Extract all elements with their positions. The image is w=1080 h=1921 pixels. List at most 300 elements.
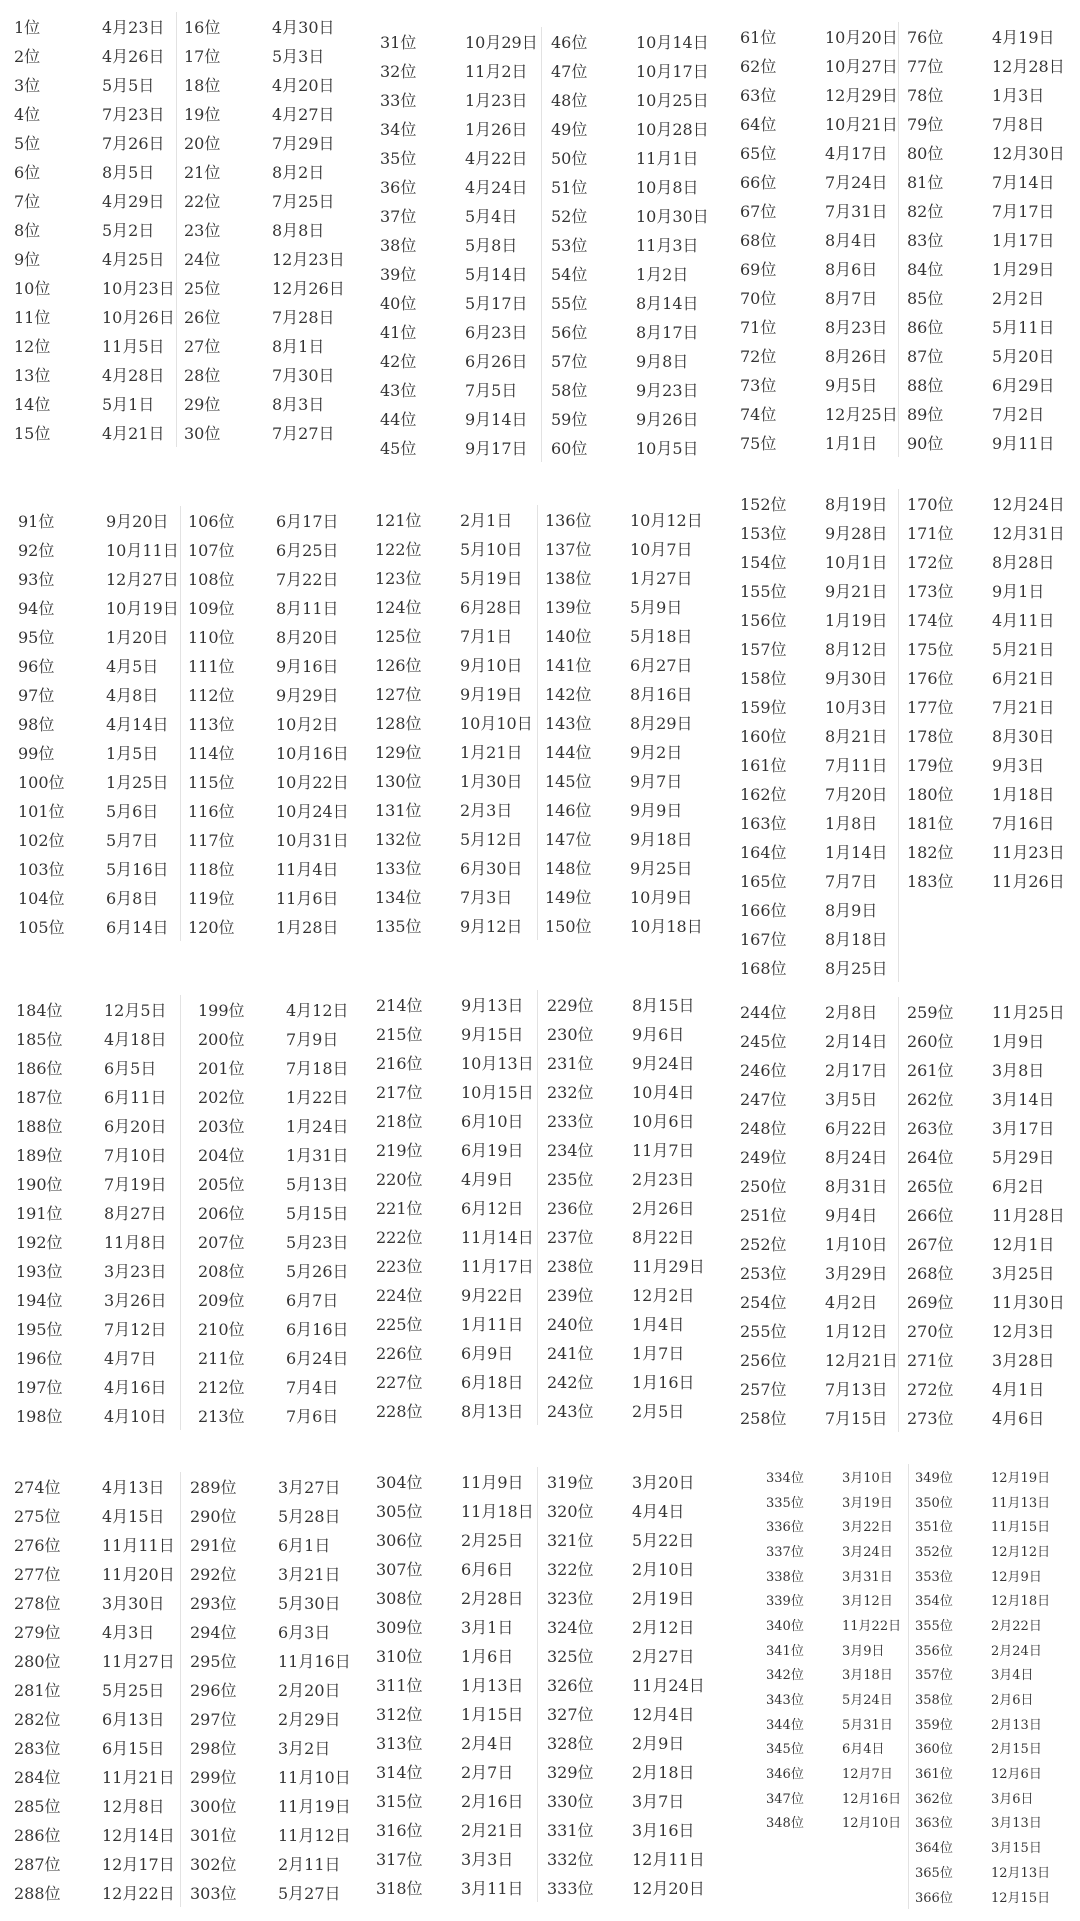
- birthday-date: 3月9日: [842, 1643, 885, 1659]
- birthday-date: 10月17日: [636, 62, 709, 81]
- rank-label: 210位: [198, 1320, 245, 1339]
- rank-row: [547, 1106, 705, 1135]
- rank-row: [376, 1670, 534, 1699]
- birthday-date: 2月7日: [461, 1763, 514, 1782]
- birthday-date: 10月9日: [630, 888, 693, 907]
- rank-label: 11位: [14, 308, 51, 327]
- rank-row: [907, 808, 1065, 837]
- birthday-date: 10月16日: [276, 744, 349, 763]
- birthday-date: 7月15日: [825, 1409, 888, 1428]
- birthday-date: 1月28日: [276, 918, 339, 937]
- rank-label: 76位: [907, 28, 944, 47]
- birthday-date: 3月24日: [842, 1544, 893, 1560]
- rank-row: [915, 1612, 1050, 1637]
- rank-label: 113位: [188, 715, 235, 734]
- rank-label: 69位: [740, 260, 777, 279]
- rank-label: 35位: [380, 149, 417, 168]
- rank-label: 71位: [740, 318, 777, 337]
- rank-row: [740, 196, 898, 225]
- birthday-date: 11月11日: [102, 1536, 175, 1555]
- rank-row: [375, 592, 533, 621]
- birthday-date: 12月26日: [272, 279, 345, 298]
- birthday-date: 11月13日: [991, 1495, 1051, 1511]
- rank-label: 160位: [740, 727, 787, 746]
- rank-row: [375, 824, 533, 853]
- rank-label: 332位: [547, 1850, 594, 1869]
- birthday-date: 5月3日: [272, 47, 325, 66]
- birthday-date: 2月29日: [278, 1710, 341, 1729]
- rank-label: 120位: [188, 918, 235, 937]
- rank-row: [190, 1472, 351, 1501]
- rank-label: 59位: [551, 410, 588, 429]
- birthday-date: 12月4日: [632, 1705, 695, 1724]
- rank-label: 157位: [740, 640, 787, 659]
- birthday-date: 8月8日: [272, 221, 325, 240]
- birthday-date: 1月12日: [825, 1322, 888, 1341]
- rank-row: [766, 1464, 901, 1489]
- birthday-date: 5月30日: [278, 1594, 341, 1613]
- rank-label: 89位: [907, 405, 944, 424]
- rank-label: 21位: [184, 163, 221, 182]
- birthday-date: 3月22日: [842, 1520, 893, 1536]
- rank-label: 278位: [14, 1594, 61, 1613]
- rank-label: 70位: [740, 289, 777, 308]
- rank-row: [766, 1513, 901, 1538]
- rank-row: [376, 1193, 534, 1222]
- rank-label: 4位: [14, 105, 41, 124]
- rank-column: [184, 12, 345, 447]
- rank-row: [375, 853, 533, 882]
- birthday-date: 9月6日: [632, 1025, 685, 1044]
- rank-row: [188, 825, 349, 854]
- rank-label: 142位: [545, 685, 592, 704]
- rank-row: [766, 1711, 901, 1736]
- rank-label: 344位: [766, 1717, 804, 1733]
- rank-label: 123位: [375, 569, 422, 588]
- rank-label: 74位: [740, 405, 777, 424]
- rank-row: [375, 534, 533, 563]
- rank-row: [18, 738, 179, 767]
- rank-column: [547, 990, 705, 1425]
- rank-row: [18, 709, 179, 738]
- birthday-date: 5月25日: [102, 1681, 165, 1700]
- birthday-date: 10月22日: [276, 773, 349, 792]
- rank-label: 240位: [547, 1315, 594, 1334]
- rank-row: [16, 1401, 167, 1430]
- rank-row: [740, 1171, 898, 1200]
- birthday-date: 12月20日: [632, 1879, 705, 1898]
- birthday-date: 5月31日: [842, 1717, 893, 1733]
- rank-row: [14, 215, 175, 244]
- rank-row: [907, 605, 1065, 634]
- rank-label: 310位: [376, 1647, 423, 1666]
- rank-row: [380, 56, 538, 85]
- birthday-date: 10月12日: [630, 511, 703, 530]
- rank-label: 302位: [190, 1855, 237, 1874]
- birthday-date: 4月5日: [106, 657, 159, 676]
- rank-label: 276位: [14, 1536, 61, 1555]
- rank-row: [188, 912, 349, 941]
- rank-label: 106位: [188, 512, 235, 531]
- rank-label: 275位: [14, 1507, 61, 1526]
- birthday-date: 2月27日: [632, 1647, 695, 1666]
- rank-row: [547, 1164, 705, 1193]
- birthday-date: 5月24日: [842, 1693, 893, 1709]
- birthday-date: 1月20日: [106, 628, 169, 647]
- birthday-date: 3月15日: [991, 1841, 1042, 1857]
- rank-row: [740, 721, 888, 750]
- rank-label: 196位: [16, 1349, 63, 1368]
- rank-row: [375, 679, 533, 708]
- rank-row: [551, 288, 709, 317]
- birthday-date: 8月26日: [825, 347, 888, 366]
- rank-label: 131位: [375, 801, 422, 820]
- birthday-date: 1月21日: [460, 743, 523, 762]
- rank-row: [190, 1791, 351, 1820]
- rank-label: 72位: [740, 347, 777, 366]
- rank-row: [915, 1834, 1050, 1859]
- rank-label: 110位: [188, 628, 235, 647]
- birthday-date: 9月8日: [636, 352, 689, 371]
- birthday-date: 3月31日: [842, 1569, 893, 1585]
- rank-label: 150位: [545, 917, 592, 936]
- birthday-date: 10月20日: [825, 28, 898, 47]
- rank-row: [907, 109, 1065, 138]
- birthday-date: 11月21日: [102, 1768, 175, 1787]
- rank-label: 343位: [766, 1693, 804, 1709]
- birthday-date: 9月19日: [460, 685, 523, 704]
- birthday-date: 12月9日: [991, 1569, 1042, 1585]
- rank-label: 141位: [545, 656, 592, 675]
- rank-row: [551, 317, 709, 346]
- birthday-date: 6月8日: [106, 889, 159, 908]
- rank-row: [907, 547, 1065, 576]
- rank-row: [188, 796, 349, 825]
- birthday-date: 12月10日: [842, 1816, 902, 1832]
- birthday-date: 9月25日: [630, 859, 693, 878]
- birthday-date: 4月27日: [272, 105, 335, 124]
- rank-label: 325位: [547, 1647, 594, 1666]
- rank-row: [14, 1472, 175, 1501]
- birthday-date: 7月20日: [825, 785, 888, 804]
- rank-label: 162位: [740, 785, 787, 804]
- rank-label: 163位: [740, 814, 787, 833]
- birthday-date: 6月6日: [461, 1560, 514, 1579]
- rank-label: 249位: [740, 1148, 787, 1167]
- rank-row: [740, 1142, 898, 1171]
- birthday-date: 8月4日: [825, 231, 878, 250]
- rank-row: [907, 576, 1065, 605]
- rank-row: [547, 1367, 705, 1396]
- rank-label: 244位: [740, 1003, 787, 1022]
- rank-row: [14, 1849, 175, 1878]
- rank-row: [766, 1587, 901, 1612]
- rank-label: 48位: [551, 91, 588, 110]
- rank-row: [380, 375, 538, 404]
- rank-row: [740, 997, 898, 1026]
- rank-row: [198, 1285, 349, 1314]
- rank-label: 294位: [190, 1623, 237, 1642]
- birthday-date: 11月12日: [278, 1826, 351, 1845]
- rank-row: [14, 1530, 175, 1559]
- rank-row: [190, 1530, 351, 1559]
- birthday-date: 4月4日: [632, 1502, 685, 1521]
- rank-label: 204位: [198, 1146, 245, 1165]
- rank-row: [740, 1084, 898, 1113]
- rank-row: [740, 547, 888, 576]
- rank-row: [766, 1612, 901, 1637]
- rank-row: [545, 795, 703, 824]
- birthday-date: 3月19日: [842, 1495, 893, 1511]
- birthday-date: 1月27日: [630, 569, 693, 588]
- rank-row: [190, 1762, 351, 1791]
- birthday-date: 5月12日: [460, 830, 523, 849]
- birthday-date: 4月29日: [102, 192, 165, 211]
- birthday-date: 8月25日: [825, 959, 888, 978]
- rank-row: [376, 1844, 534, 1873]
- birthday-date: 8月27日: [104, 1204, 167, 1223]
- rank-label: 45位: [380, 439, 417, 458]
- birthday-date: 2月25日: [461, 1531, 524, 1550]
- rank-label: 248位: [740, 1119, 787, 1138]
- rank-row: [907, 51, 1065, 80]
- rank-label: 168位: [740, 959, 787, 978]
- rank-label: 318位: [376, 1879, 423, 1898]
- rank-label: 254位: [740, 1293, 787, 1312]
- rank-row: [188, 680, 349, 709]
- rank-row: [376, 1135, 534, 1164]
- rank-label: 307位: [376, 1560, 423, 1579]
- rank-label: 298位: [190, 1739, 237, 1758]
- birthday-date: 5月14日: [465, 265, 528, 284]
- rank-row: [547, 1396, 705, 1425]
- birthday-date: 3月16日: [632, 1821, 695, 1840]
- birthday-date: 9月12日: [460, 917, 523, 936]
- rank-row: [740, 1055, 898, 1084]
- rank-label: 33位: [380, 91, 417, 110]
- birthday-date: 3月28日: [992, 1351, 1055, 1370]
- rank-label: 97位: [18, 686, 55, 705]
- birthday-date: 6月3日: [278, 1623, 331, 1642]
- rank-label: 138位: [545, 569, 592, 588]
- rank-row: [376, 1396, 534, 1425]
- rank-row: [190, 1733, 351, 1762]
- rank-row: [545, 766, 703, 795]
- birthday-date: 10月28日: [636, 120, 709, 139]
- rank-label: 303位: [190, 1884, 237, 1903]
- birthday-date: 9月1日: [992, 582, 1045, 601]
- birthday-date: 5月4日: [465, 207, 518, 226]
- birthday-date: 1月8日: [825, 814, 878, 833]
- rank-label: 272位: [907, 1380, 954, 1399]
- rank-row: [740, 518, 888, 547]
- rank-row: [376, 1467, 534, 1496]
- birthday-date: 10月23日: [102, 279, 175, 298]
- rank-row: [740, 1258, 898, 1287]
- rank-row: [551, 85, 709, 114]
- birthday-date: 8月12日: [825, 640, 888, 659]
- birthday-date: 9月11日: [992, 434, 1055, 453]
- rank-row: [740, 1403, 898, 1432]
- rank-row: [547, 1496, 705, 1525]
- rank-row: [14, 41, 175, 70]
- birthday-date: 9月13日: [461, 996, 524, 1015]
- birthday-date: 6月5日: [104, 1059, 157, 1078]
- rank-row: [547, 1786, 705, 1815]
- rank-label: 62位: [740, 57, 777, 76]
- birthday-date: 12月2日: [632, 1286, 695, 1305]
- rank-label: 281位: [14, 1681, 61, 1700]
- birthday-date: 9月3日: [992, 756, 1045, 775]
- rank-label: 14位: [14, 395, 51, 414]
- rank-label: 328位: [547, 1734, 594, 1753]
- birthday-date: 1月3日: [992, 86, 1045, 105]
- rank-row: [915, 1736, 1050, 1761]
- rank-label: 355位: [915, 1618, 953, 1634]
- rank-label: 119位: [188, 889, 235, 908]
- rank-row: [14, 1501, 175, 1530]
- rank-label: 305位: [376, 1502, 423, 1521]
- birthday-date: 6月27日: [630, 656, 693, 675]
- rank-row: [376, 1583, 534, 1612]
- rank-row: [18, 796, 179, 825]
- rank-label: 333位: [547, 1879, 594, 1898]
- birthday-date: 11月9日: [461, 1473, 524, 1492]
- rank-label: 214位: [376, 996, 423, 1015]
- birthday-date: 7月10日: [104, 1146, 167, 1165]
- birthday-date: 6月30日: [460, 859, 523, 878]
- birthday-date: 11月29日: [632, 1257, 705, 1276]
- birthday-date: 9月20日: [106, 512, 169, 531]
- rank-row: [740, 1374, 898, 1403]
- rank-row: [907, 750, 1065, 779]
- rank-label: 282位: [14, 1710, 61, 1729]
- birthday-date: 7月30日: [272, 366, 335, 385]
- birthday-date: 9月26日: [636, 410, 699, 429]
- birthday-date: 8月16日: [630, 685, 693, 704]
- rank-row: [375, 621, 533, 650]
- rank-row: [188, 506, 349, 535]
- rank-label: 193位: [16, 1262, 63, 1281]
- rank-label: 229位: [547, 996, 594, 1015]
- rank-label: 226位: [376, 1344, 423, 1363]
- rank-row: [915, 1884, 1050, 1909]
- rank-label: 12位: [14, 337, 51, 356]
- rank-row: [198, 1198, 349, 1227]
- rank-row: [766, 1736, 901, 1761]
- birthday-date: 4月11日: [992, 611, 1055, 630]
- rank-label: 44位: [380, 410, 417, 429]
- birthday-date: 10月24日: [276, 802, 349, 821]
- column-divider: [537, 505, 538, 940]
- birthday-date: 5月5日: [102, 76, 155, 95]
- rank-label: 3位: [14, 76, 41, 95]
- rank-label: 283位: [14, 1739, 61, 1758]
- birthday-date: 1月13日: [461, 1676, 524, 1695]
- birthday-date: 7月13日: [825, 1380, 888, 1399]
- rank-label: 232位: [547, 1083, 594, 1102]
- rank-row: [14, 99, 175, 128]
- birthday-date: 12月22日: [102, 1884, 175, 1903]
- rank-label: 51位: [551, 178, 588, 197]
- birthday-date: 2月12日: [632, 1618, 695, 1637]
- rank-row: [18, 854, 179, 883]
- rank-label: 351位: [915, 1520, 953, 1536]
- birthday-date: 3月2日: [278, 1739, 331, 1758]
- rank-label: 101位: [18, 802, 65, 821]
- birthday-date: 4月28日: [102, 366, 165, 385]
- rank-label: 206位: [198, 1204, 245, 1223]
- birthday-date: 5月6日: [106, 802, 159, 821]
- birthday-date: 3月11日: [461, 1879, 524, 1898]
- rank-label: 10位: [14, 279, 51, 298]
- birthday-date: 2月14日: [825, 1032, 888, 1051]
- rank-label: 231位: [547, 1054, 594, 1073]
- rank-row: [547, 1135, 705, 1164]
- rank-row: [740, 370, 898, 399]
- birthday-date: 7月9日: [286, 1030, 339, 1049]
- birthday-date: 8月28日: [992, 553, 1055, 572]
- rank-label: 96位: [18, 657, 55, 676]
- rank-label: 353位: [915, 1569, 953, 1585]
- rank-label: 313位: [376, 1734, 423, 1753]
- rank-label: 279位: [14, 1623, 61, 1642]
- birthday-date: 1月10日: [825, 1235, 888, 1254]
- rank-label: 56位: [551, 323, 588, 342]
- birthday-date: 8月19日: [825, 495, 888, 514]
- column-divider: [898, 489, 899, 982]
- birthday-date: 11月20日: [102, 1565, 175, 1584]
- rank-label: 174位: [907, 611, 954, 630]
- rank-row: [376, 1728, 534, 1757]
- rank-label: 319位: [547, 1473, 594, 1492]
- rank-label: 112位: [188, 686, 235, 705]
- rank-label: 184位: [16, 1001, 63, 1020]
- rank-label: 197位: [16, 1378, 63, 1397]
- birthday-date: 5月1日: [102, 395, 155, 414]
- birthday-date: 4月26日: [102, 47, 165, 66]
- birthday-date: 3月1日: [461, 1618, 514, 1637]
- birthday-date: 11月2日: [465, 62, 528, 81]
- birthday-date: 2月13日: [991, 1717, 1042, 1733]
- birthday-date: 2月17日: [825, 1061, 888, 1080]
- birthday-date: 7月11日: [825, 756, 888, 775]
- rank-label: 2位: [14, 47, 41, 66]
- rank-label: 15位: [14, 424, 51, 443]
- rank-label: 277位: [14, 1565, 61, 1584]
- rank-label: 189位: [16, 1146, 63, 1165]
- rank-column: [14, 1472, 175, 1907]
- rank-label: 207位: [198, 1233, 245, 1252]
- birthday-date: 12月27日: [106, 570, 179, 589]
- birthday-date: 6月24日: [286, 1349, 349, 1368]
- rank-label: 134位: [375, 888, 422, 907]
- birthday-date: 9月16日: [276, 657, 339, 676]
- birthday-date: 7月27日: [272, 424, 335, 443]
- birthday-date: 6月22日: [825, 1119, 888, 1138]
- rank-row: [740, 953, 888, 982]
- birthday-date: 2月22日: [991, 1618, 1042, 1634]
- rank-label: 354位: [915, 1594, 953, 1610]
- rank-row: [551, 172, 709, 201]
- rank-row: [188, 709, 349, 738]
- rank-label: 28位: [184, 366, 221, 385]
- rank-row: [380, 201, 538, 230]
- rank-column: [740, 997, 898, 1432]
- birthday-date: 7月31日: [825, 202, 888, 221]
- rank-row: [14, 1617, 175, 1646]
- rank-label: 268位: [907, 1264, 954, 1283]
